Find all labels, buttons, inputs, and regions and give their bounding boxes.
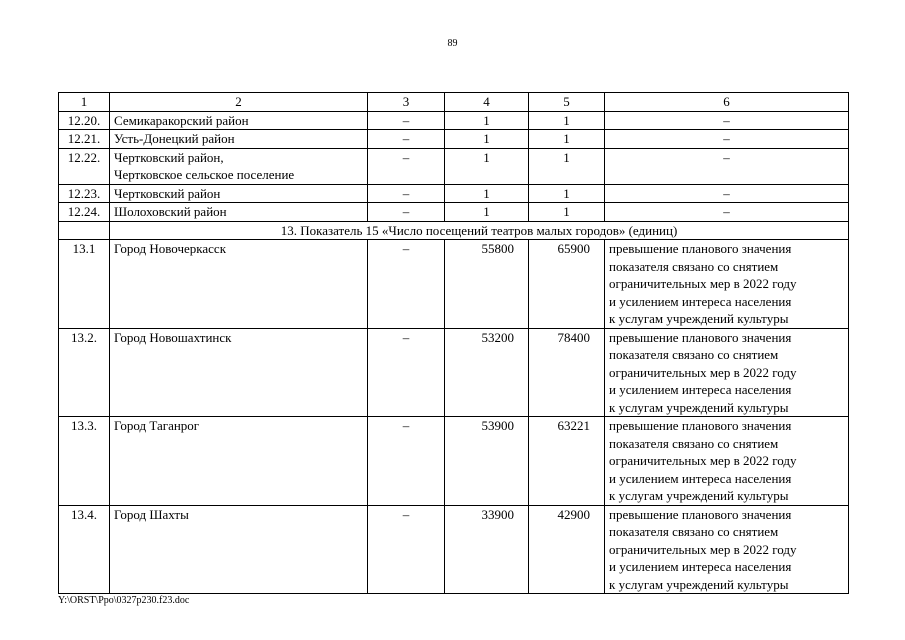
table-row <box>59 184 849 203</box>
row-number: 13.1 <box>59 240 110 329</box>
city-name: Город Новочеркасск <box>110 240 368 329</box>
value-col3: – <box>368 240 445 329</box>
cell-line: превышение планового значения <box>609 506 792 522</box>
section-empty-cell <box>59 221 110 240</box>
plan-value-col3: – <box>368 148 445 184</box>
row-number: 12.21. <box>59 130 110 149</box>
comment-col6: – <box>605 148 849 184</box>
value-col4: 1 <box>445 130 529 149</box>
cell-line: к услугам учреждений культуры <box>609 576 789 592</box>
section-heading-row <box>59 221 849 240</box>
value-col5: 1 <box>529 111 605 130</box>
comment-col6 <box>605 240 849 329</box>
plan-value-col3: – <box>368 184 445 203</box>
comment-col6 <box>605 328 849 417</box>
value-col5: 42900 <box>529 505 605 594</box>
comment-col6: – <box>605 184 849 203</box>
cell-line: и усилением интереса населения <box>609 293 792 309</box>
section-title: 13. Показатель 15 «Число посещений театров малых городов» (единиц) <box>110 221 849 240</box>
cell-line: Чертковское сельское поселение <box>114 167 295 182</box>
table-row <box>59 328 849 417</box>
row-number: 12.22. <box>59 148 110 184</box>
comment-col6 <box>605 505 849 594</box>
file-path-footer: Y:\ORST\Ppo\0327p230.f23.doc <box>58 595 190 606</box>
value-col4: 1 <box>445 203 529 222</box>
row-number: 12.24. <box>59 203 110 222</box>
table-row <box>59 417 849 506</box>
value-col3: – <box>368 417 445 506</box>
comment-col6: – <box>605 130 849 149</box>
comment-col6: – <box>605 111 849 130</box>
cell-line: ограничительных мер в 2022 году <box>609 541 797 557</box>
cell-line: превышение планового значения <box>609 418 792 433</box>
value-col4: 1 <box>445 148 529 184</box>
row-number: 13.2. <box>59 328 110 417</box>
column-header-4: 4 <box>445 93 529 112</box>
cell-line: Шолоховский район <box>114 204 227 219</box>
column-header-5: 5 <box>529 93 605 112</box>
city-name: Город Новошахтинск <box>110 328 368 417</box>
value-col5: 1 <box>529 184 605 203</box>
value-col4: 33900 <box>445 505 529 594</box>
table-row <box>59 148 849 184</box>
district-name <box>110 148 368 184</box>
cell-line: ограничительных мер в 2022 году <box>609 453 797 468</box>
report-table <box>58 92 849 594</box>
cell-line: Чертковский район <box>114 185 221 201</box>
value-col5: 65900 <box>529 240 605 329</box>
value-col3: – <box>368 328 445 417</box>
value-col4: 1 <box>445 111 529 130</box>
comment-col6 <box>605 417 849 506</box>
value-col4: 1 <box>445 184 529 203</box>
district-name <box>110 203 368 222</box>
value-col4: 55800 <box>445 240 529 329</box>
page-number: 89 <box>447 38 458 49</box>
cell-line: Семикаракорский район <box>114 112 249 128</box>
table-row <box>59 203 849 222</box>
cell-line: превышение планового значения <box>609 241 792 256</box>
cell-line: к услугам учреждений культуры <box>609 311 789 326</box>
value-col4: 53900 <box>445 417 529 506</box>
cell-line: Чертковский район, <box>114 149 224 165</box>
value-col5: 78400 <box>529 328 605 417</box>
row-number: 12.20. <box>59 111 110 130</box>
cell-line: ограничительных мер в 2022 году <box>609 276 797 291</box>
cell-line: к услугам учреждений культуры <box>609 488 789 503</box>
row-number: 13.4. <box>59 505 110 594</box>
value-col5: 1 <box>529 203 605 222</box>
plan-value-col3: – <box>368 111 445 130</box>
cell-line: и усилением интереса населения <box>609 382 792 397</box>
cell-line: ограничительных мер в 2022 году <box>609 364 797 380</box>
cell-line: и усилением интереса населения <box>609 470 792 486</box>
value-col4: 53200 <box>445 328 529 417</box>
cell-line: показателя связано со снятием <box>609 258 779 274</box>
row-number: 13.3. <box>59 417 110 506</box>
comment-col6: – <box>605 203 849 222</box>
plan-value-col3: – <box>368 203 445 222</box>
value-col5: 63221 <box>529 417 605 506</box>
table-header-row <box>59 93 849 112</box>
cell-line: показателя связано со снятием <box>609 524 779 539</box>
cell-line: Усть-Донецкий район <box>114 131 235 146</box>
cell-line: показателя связано со снятием <box>609 347 779 362</box>
column-header-1: 1 <box>59 93 110 112</box>
cell-line: превышение планового значения <box>609 329 792 345</box>
value-col5: 1 <box>529 130 605 149</box>
column-header-6: 6 <box>605 93 849 112</box>
table-row <box>59 505 849 594</box>
plan-value-col3: – <box>368 130 445 149</box>
city-name: Город Шахты <box>110 505 368 594</box>
table-row <box>59 111 849 130</box>
district-name <box>110 111 368 130</box>
row-number: 12.23. <box>59 184 110 203</box>
city-name: Город Таганрог <box>110 417 368 506</box>
table-row <box>59 130 849 149</box>
district-name <box>110 130 368 149</box>
column-header-2: 2 <box>110 93 368 112</box>
cell-line: и усилением интереса населения <box>609 559 792 574</box>
cell-line: к услугам учреждений культуры <box>609 399 789 415</box>
column-header-3: 3 <box>368 93 445 112</box>
district-name <box>110 184 368 203</box>
value-col5: 1 <box>529 148 605 184</box>
value-col3: – <box>368 505 445 594</box>
table-row <box>59 240 849 329</box>
cell-line: показателя связано со снятием <box>609 435 779 451</box>
